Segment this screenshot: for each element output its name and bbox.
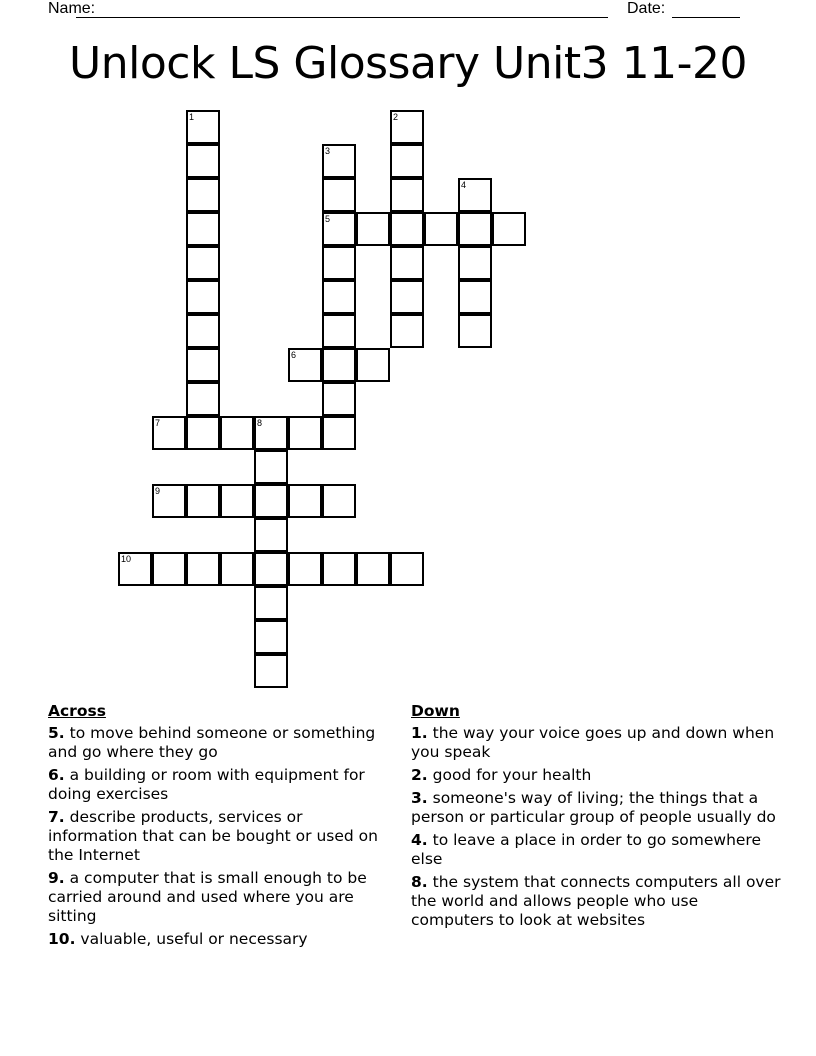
- crossword-cell[interactable]: [186, 382, 220, 416]
- name-field[interactable]: [76, 17, 608, 18]
- clue-number: 7.: [48, 808, 65, 826]
- crossword-cell[interactable]: [390, 246, 424, 280]
- crossword-cell[interactable]: [458, 314, 492, 348]
- crossword-cell[interactable]: [288, 484, 322, 518]
- crossword-cell[interactable]: [186, 178, 220, 212]
- page-title: Unlock LS Glossary Unit3 11-20: [69, 38, 747, 89]
- crossword-cell[interactable]: [458, 212, 492, 246]
- name-label: Name:: [48, 0, 96, 17]
- crossword-cell[interactable]: [322, 212, 356, 246]
- crossword-cell[interactable]: [458, 280, 492, 314]
- clue-number: 3.: [411, 789, 428, 807]
- clue-item: [48, 724, 388, 762]
- crossword-cell[interactable]: [254, 484, 288, 518]
- clue-text: good for your health: [432, 766, 592, 784]
- clue-item: [411, 873, 781, 930]
- crossword-cell[interactable]: [152, 484, 186, 518]
- clue-item: [411, 789, 781, 827]
- crossword-cell[interactable]: [220, 552, 254, 586]
- clue-text: a building or room with equipment for doing exercises: [48, 766, 365, 803]
- crossword-cell[interactable]: [186, 348, 220, 382]
- crossword-cell[interactable]: [288, 416, 322, 450]
- crossword-cell[interactable]: [322, 144, 356, 178]
- cell-number: 10: [121, 554, 132, 564]
- crossword-cell[interactable]: [186, 212, 220, 246]
- crossword-cell[interactable]: [186, 280, 220, 314]
- down-heading: Down: [411, 702, 460, 720]
- crossword-cell[interactable]: [288, 552, 322, 586]
- clue-text: the system that connects computers all over the world and allows people who use computers to look at websites: [411, 873, 781, 929]
- clue-item: [48, 766, 388, 804]
- cell-number: 2: [393, 112, 399, 122]
- clue-text: a computer that is small enough to be carried around and used where you are sitting: [48, 869, 367, 925]
- clue-item: [48, 930, 388, 949]
- cell-number: 9: [155, 486, 161, 496]
- clue-text: to leave a place in order to go somewhere else: [411, 831, 761, 868]
- crossword-cell[interactable]: [322, 246, 356, 280]
- crossword-cell[interactable]: [254, 620, 288, 654]
- crossword-cell[interactable]: [322, 416, 356, 450]
- clue-number: 6.: [48, 766, 65, 784]
- cell-number: 3: [325, 146, 331, 156]
- clue-text: describe products, services or information that can be bought or used on the Internet: [48, 808, 378, 864]
- clue-number: 1.: [411, 724, 428, 742]
- crossword-cell[interactable]: [152, 416, 186, 450]
- crossword-cell[interactable]: [424, 212, 458, 246]
- clue-item: [48, 869, 388, 926]
- down-clues: [411, 702, 781, 934]
- clue-number: 10.: [48, 930, 76, 948]
- crossword-cell[interactable]: [220, 484, 254, 518]
- cell-number: 4: [461, 180, 467, 190]
- across-clues: [48, 702, 388, 953]
- crossword-cell[interactable]: [152, 552, 186, 586]
- crossword-cell[interactable]: [322, 552, 356, 586]
- crossword-cell[interactable]: [492, 212, 526, 246]
- crossword-cell[interactable]: [118, 552, 152, 586]
- crossword-cell[interactable]: [186, 416, 220, 450]
- crossword-cell[interactable]: [186, 484, 220, 518]
- crossword-cell[interactable]: [254, 654, 288, 688]
- cell-number: 5: [325, 214, 331, 224]
- crossword-cell[interactable]: [356, 348, 390, 382]
- crossword-cell[interactable]: [322, 382, 356, 416]
- crossword-cell[interactable]: [254, 552, 288, 586]
- clue-number: 9.: [48, 869, 65, 887]
- clue-number: 4.: [411, 831, 428, 849]
- clue-text: valuable, useful or necessary: [80, 930, 308, 948]
- crossword-cell[interactable]: [322, 280, 356, 314]
- crossword-cell[interactable]: [322, 314, 356, 348]
- crossword-cell[interactable]: [220, 416, 254, 450]
- clue-number: 8.: [411, 873, 428, 891]
- date-label: Date:: [627, 0, 666, 17]
- crossword-cell[interactable]: [322, 178, 356, 212]
- across-heading: Across: [48, 702, 106, 720]
- clue-number: 5.: [48, 724, 65, 742]
- crossword-cell[interactable]: [458, 178, 492, 212]
- cell-number: 8: [257, 418, 263, 428]
- clue-text: someone's way of living; the things that a person or particular group of people usually do: [411, 789, 776, 826]
- date-field[interactable]: [672, 17, 740, 18]
- crossword-cell[interactable]: [356, 212, 390, 246]
- crossword-cell[interactable]: [390, 110, 424, 144]
- crossword-cell[interactable]: [186, 144, 220, 178]
- crossword-cell[interactable]: [186, 314, 220, 348]
- clue-text: the way your voice goes up and down when you speak: [411, 724, 775, 761]
- crossword-cell[interactable]: [254, 586, 288, 620]
- crossword-cell[interactable]: [254, 416, 288, 450]
- crossword-cell[interactable]: [186, 110, 220, 144]
- crossword-cell[interactable]: [390, 212, 424, 246]
- cell-number: 7: [155, 418, 161, 428]
- clue-item: [411, 831, 781, 869]
- crossword-cell[interactable]: [390, 144, 424, 178]
- crossword-cell[interactable]: [186, 552, 220, 586]
- crossword-cell[interactable]: [186, 246, 220, 280]
- crossword-cell[interactable]: [390, 178, 424, 212]
- clue-number: 2.: [411, 766, 428, 784]
- crossword-cell[interactable]: [458, 246, 492, 280]
- crossword-cell[interactable]: [356, 552, 390, 586]
- cell-number: 1: [189, 112, 195, 122]
- crossword-cell[interactable]: [322, 484, 356, 518]
- crossword-cell[interactable]: [390, 280, 424, 314]
- clue-item: [411, 724, 781, 762]
- crossword-cell[interactable]: [288, 348, 322, 382]
- clue-text: to move behind someone or something and go where they go: [48, 724, 376, 761]
- crossword-cell[interactable]: [322, 348, 356, 382]
- crossword-cell[interactable]: [390, 552, 424, 586]
- cell-number: 6: [291, 350, 297, 360]
- crossword-cell[interactable]: [390, 314, 424, 348]
- clue-item: [48, 808, 388, 865]
- crossword-cell[interactable]: [254, 518, 288, 552]
- crossword-cell[interactable]: [254, 450, 288, 484]
- clue-item: [411, 766, 781, 785]
